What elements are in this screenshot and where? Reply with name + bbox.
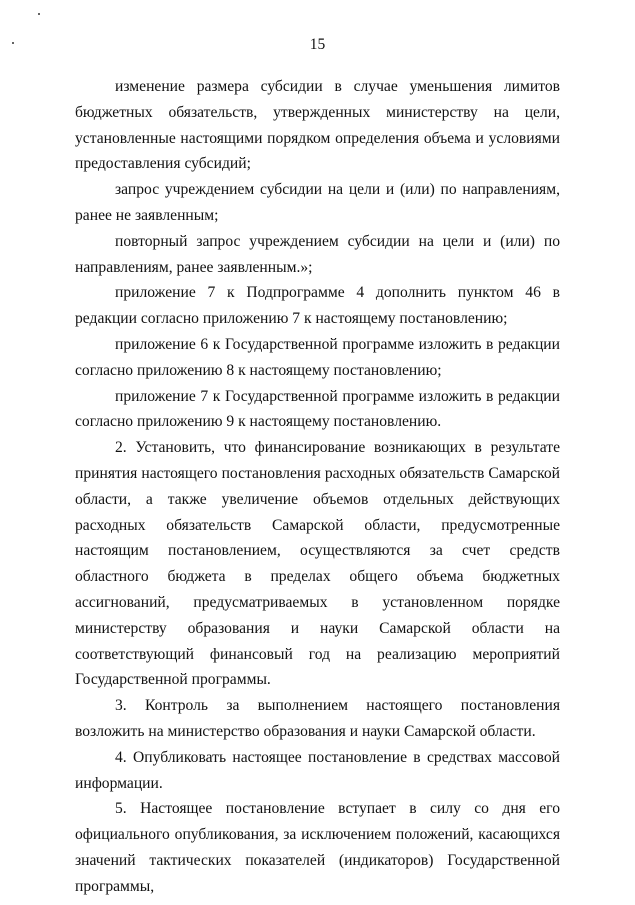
paragraph: изменение размера субсидии в случае уменьшения лимитов бюджетных обязательств, утвержденных министерству на цели, установленные настоящими порядком определения объема и условиями предоставления субсидий; [75, 78, 560, 173]
paragraph: 4. Опубликовать настоящее постановление в средствах массовой информации. [75, 748, 560, 792]
paragraph: запрос учреждением субсидии на цели и (или) по направлениям, ранее не заявленным; [75, 181, 560, 224]
page-number: 15 [309, 36, 326, 53]
paragraph: приложение 7 к Подпрограмме 4 дополнить пунктом 46 в редакции согласно приложению 7 к настоящему постановлению; [75, 284, 560, 328]
paragraph: 5. Настоящее постановление вступает в силу со дня его официального опубликования, за исключением положений, касающихся значений тактических показателей (индикаторов) Государственной программы, [75, 800, 560, 895]
paragraph: приложение 7 к Государственной программе изложить в редакции согласно приложению 9 к настоящему постановлению. [75, 387, 560, 431]
paragraph: 3. Контроль за выполнением настоящего постановления возложить на министерство образования и науки Самарской области. [75, 697, 560, 740]
paragraph: приложение 6 к Государственной программе изложить в редакции согласно приложению 8 к настоящему постановлению; [75, 335, 560, 379]
document-body [75, 74, 560, 900]
paragraph: 2. Установить, что финансирование возникающих в результате принятия настоящего постановления расходных обязательств Самарской области, а также увеличение объемов отдельных действующих расходных обязательств Самарской области, предусмотренные настоящим постановлением, осуществляются за счет средств областного бюджета в пределах общего объема бюджетных ассигнований, предусматриваемых в установленном порядке министерству образования и науки Самарской области на соответствующий финансовый год на реализацию мероприятий Государственной программы. [75, 439, 560, 689]
scan-speck [38, 13, 40, 15]
paragraph: повторный запрос учреждением субсидии на цели и (или) по направлениям, ранее заявленным.»; [75, 232, 560, 276]
